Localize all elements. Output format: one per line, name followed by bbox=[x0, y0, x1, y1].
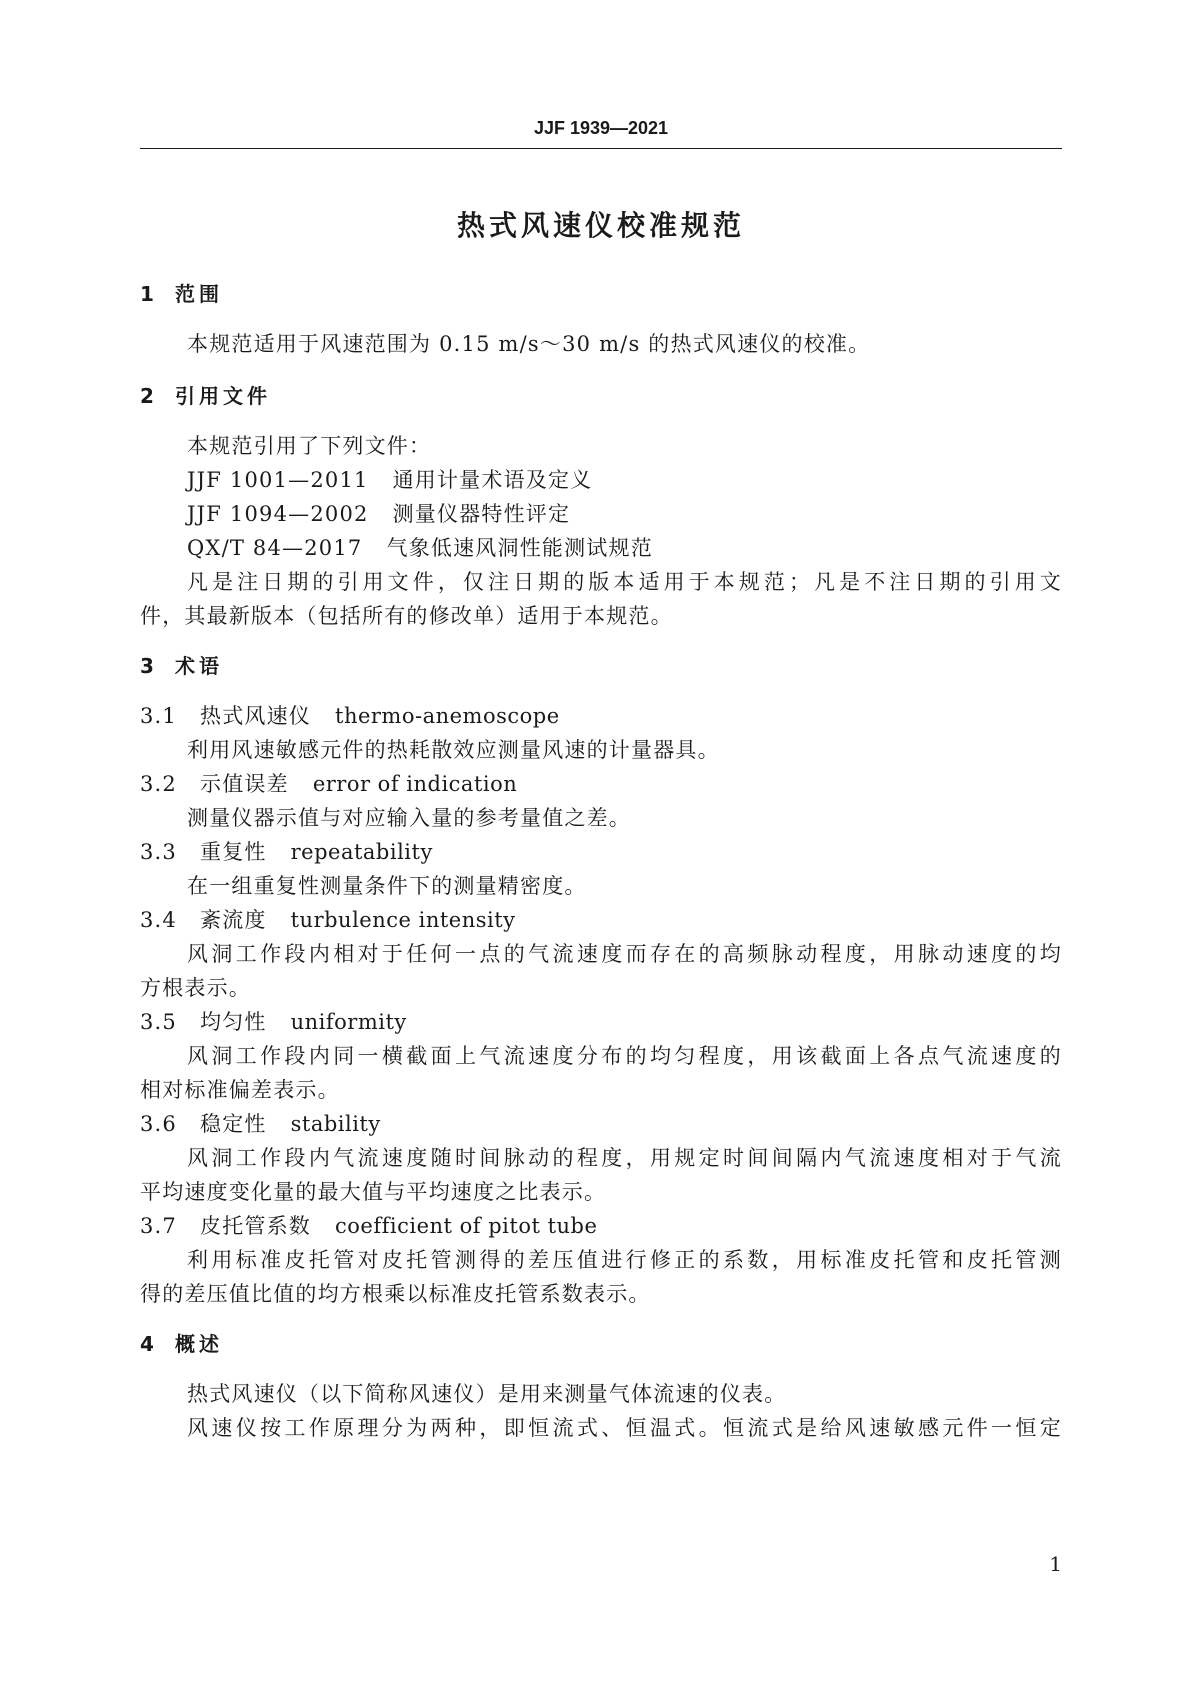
term-heading bbox=[140, 768, 517, 798]
section-3-heading bbox=[140, 650, 223, 679]
term-english: repeatability bbox=[290, 840, 433, 864]
section-number: 4 bbox=[140, 1332, 154, 1356]
term-definition: 风洞工作段内同一横截面上气流速度分布的均匀程度，用该截面上各点气流速度的 bbox=[187, 1044, 1062, 1068]
header-rule bbox=[140, 148, 1062, 149]
term-heading bbox=[140, 1108, 381, 1138]
section-number: 2 bbox=[140, 384, 154, 408]
term-number: 3.5 bbox=[140, 1010, 177, 1034]
reference-item bbox=[187, 464, 592, 494]
term-chinese: 稳定性 bbox=[200, 1112, 267, 1136]
section-title: 引用文件 bbox=[175, 384, 271, 408]
term-definition: 利用风速敏感元件的热耗散效应测量风速的计量器具。 bbox=[187, 738, 720, 762]
references-intro: 本规范引用了下列文件： bbox=[187, 434, 432, 458]
reference-item bbox=[187, 498, 570, 528]
references-note-line2: 件，其最新版本（包括所有的修改单）适用于本规范。 bbox=[140, 604, 673, 628]
section-1-heading bbox=[140, 278, 223, 307]
reference-title: 气象低速风洞性能测试规范 bbox=[386, 536, 653, 560]
term-definition: 测量仪器示值与对应输入量的参考量值之差。 bbox=[187, 806, 631, 830]
term-definition: 在一组重复性测量条件下的测量精密度。 bbox=[187, 874, 587, 898]
term-number: 3.2 bbox=[140, 772, 177, 796]
term-definition-cont: 方根表示。 bbox=[140, 976, 251, 1000]
reference-title: 测量仪器特性评定 bbox=[392, 502, 571, 526]
term-definition-cont: 平均速度变化量的最大值与平均速度之比表示。 bbox=[140, 1180, 607, 1204]
page-number: 1 bbox=[1049, 1552, 1062, 1576]
term-english: thermo-anemoscope bbox=[335, 704, 560, 728]
term-heading bbox=[140, 1210, 597, 1240]
reference-code: JJF 1001—2011 bbox=[187, 468, 369, 492]
term-heading bbox=[140, 836, 433, 866]
term-chinese: 热式风速仪 bbox=[200, 704, 311, 728]
term-heading bbox=[140, 904, 516, 934]
term-number: 3.1 bbox=[140, 704, 177, 728]
term-chinese: 重复性 bbox=[200, 840, 267, 864]
reference-title: 通用计量术语及定义 bbox=[392, 468, 593, 492]
document-title: 热式风速仪校准规范 bbox=[456, 209, 745, 242]
term-heading bbox=[140, 700, 560, 730]
reference-code: JJF 1094—2002 bbox=[187, 502, 369, 526]
term-english: stability bbox=[290, 1112, 381, 1136]
overview-paragraph: 热式风速仪（以下简称风速仪）是用来测量气体流速的仪表。 bbox=[187, 1382, 787, 1406]
section-4-heading bbox=[140, 1328, 223, 1357]
term-chinese: 示值误差 bbox=[200, 772, 289, 796]
term-number: 3.3 bbox=[140, 840, 177, 864]
term-definition-cont: 得的差压值比值的均方根乘以标准皮托管系数表示。 bbox=[140, 1282, 651, 1306]
term-english: coefficient of pitot tube bbox=[335, 1214, 598, 1238]
overview-paragraph: 风速仪按工作原理分为两种，即恒流式、恒温式。恒流式是给风速敏感元件一恒定 bbox=[187, 1416, 1062, 1440]
term-number: 3.6 bbox=[140, 1112, 177, 1136]
term-definition: 风洞工作段内相对于任何一点的气流速度而存在的高频脉动程度，用脉动速度的均 bbox=[187, 942, 1062, 966]
term-definition: 利用标准皮托管对皮托管测得的差压值进行修正的系数，用标准皮托管和皮托管测 bbox=[187, 1248, 1062, 1272]
reference-code: QX/T 84—2017 bbox=[187, 536, 363, 560]
section-title: 概述 bbox=[175, 1332, 223, 1356]
section-2-heading bbox=[140, 380, 271, 409]
term-definition-cont: 相对标准偏差表示。 bbox=[140, 1078, 340, 1102]
term-chinese: 紊流度 bbox=[200, 908, 267, 932]
term-heading bbox=[140, 1006, 407, 1036]
term-number: 3.4 bbox=[140, 908, 177, 932]
reference-item bbox=[187, 532, 653, 562]
running-header: JJF 1939—2021 bbox=[533, 118, 669, 138]
term-english: uniformity bbox=[290, 1010, 407, 1034]
scope-paragraph: 本规范适用于风速范围为 0.15 m/s～30 m/s 的热式风速仪的校准。 bbox=[187, 332, 871, 356]
term-chinese: 均匀性 bbox=[200, 1010, 267, 1034]
term-number: 3.7 bbox=[140, 1214, 177, 1238]
section-number: 1 bbox=[140, 282, 154, 306]
term-english: error of indication bbox=[312, 772, 518, 796]
term-chinese: 皮托管系数 bbox=[200, 1214, 311, 1238]
references-note-line1: 凡是注日期的引用文件，仅注日期的版本适用于本规范；凡是不注日期的引用文 bbox=[187, 570, 1062, 594]
term-english: turbulence intensity bbox=[290, 908, 516, 932]
section-title: 范围 bbox=[175, 282, 223, 306]
section-title: 术语 bbox=[175, 654, 223, 678]
term-definition: 风洞工作段内气流速度随时间脉动的程度，用规定时间间隔内气流速度相对于气流 bbox=[187, 1146, 1062, 1170]
section-number: 3 bbox=[140, 654, 154, 678]
